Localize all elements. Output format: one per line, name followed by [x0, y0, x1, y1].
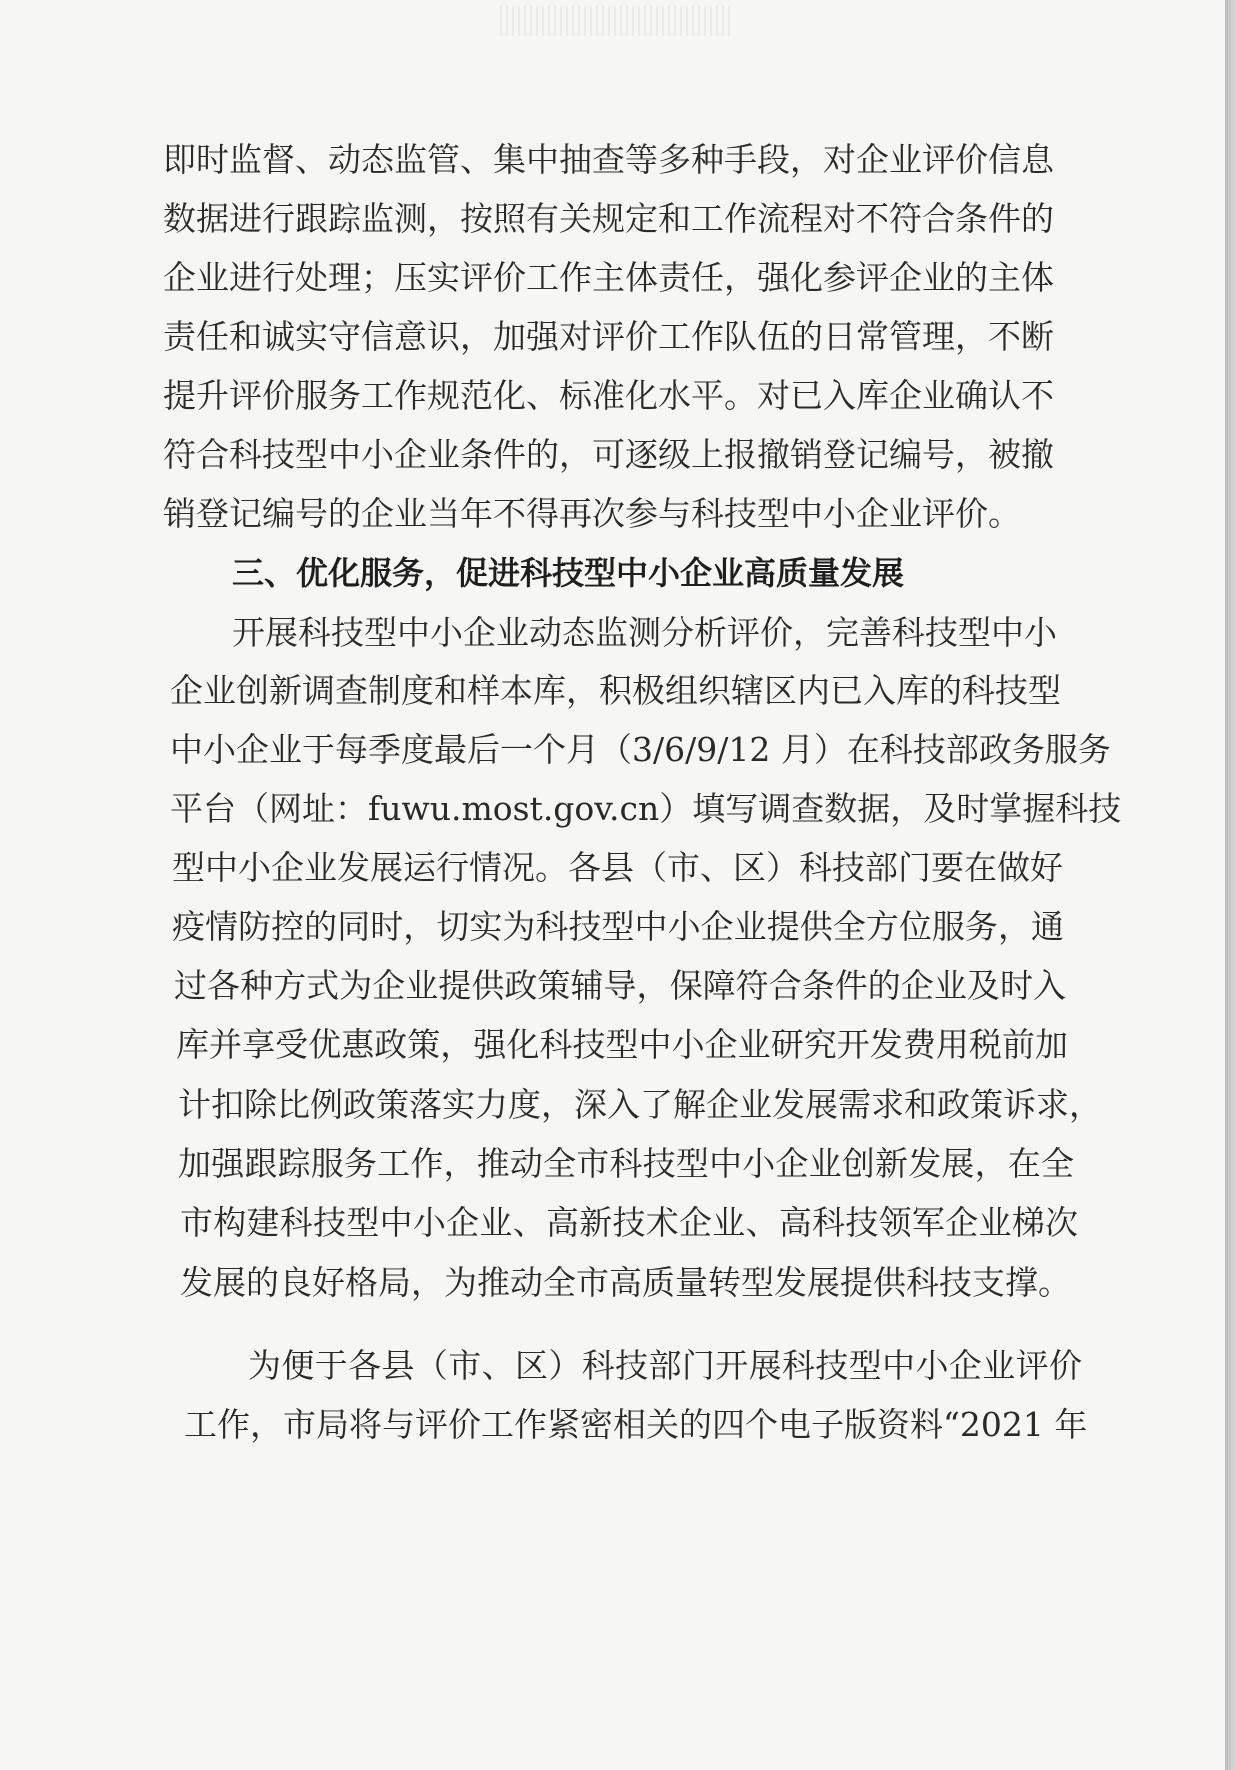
- paragraph-1-line-1: 即时监督、动态监管、集中抽查等多种手段，对企业评价信息: [163, 140, 1054, 179]
- scan-page-edge: [1225, 0, 1236, 1770]
- paragraph-1-line-2: 数据进行跟踪监测，按照有关规定和工作流程对不符合条件的: [163, 199, 1054, 238]
- paragraph-2-line-10: 加强跟踪服务工作，推动全市科技型中小企业创新发展，在全: [178, 1144, 1074, 1183]
- paragraph-1-line-6: 符合科技型中小企业条件的，可逐级上报撤销登记编号，被撤: [163, 435, 1054, 474]
- paragraph-2-line-8: 库并享受优惠政策，强化科技型中小企业研究开发费用税前加: [176, 1025, 1068, 1064]
- paragraph-2-line-12: 发展的良好格局，为推动全市高质量转型发展提供科技支撑。: [180, 1263, 1071, 1302]
- paragraph-2-line-2: 企业创新调查制度和样本库，积极组织辖区内已入库的科技型: [170, 671, 1061, 710]
- paragraph-1-line-4: 责任和诚实守信意识，加强对评价工作队伍的日常管理，不断: [163, 317, 1054, 356]
- section-heading: 三、优化服务，促进科技型中小企业高质量发展: [232, 554, 905, 592]
- paragraph-1-line-3: 企业进行处理；压实评价工作主体责任，强化参评企业的主体: [163, 258, 1054, 297]
- paragraph-3-line-2: 工作，市局将与评价工作紧密相关的四个电子版资料“2021 年: [184, 1405, 1088, 1444]
- paragraph-2-line-1: 开展科技型中小企业动态监测分析评价，完善科技型中小: [232, 613, 1057, 652]
- paragraph-2-line-11: 市构建科技型中小企业、高新技术企业、高科技领军企业梯次: [180, 1203, 1078, 1242]
- paragraph-2-line-3: 中小企业于每季度最后一个月（3/6/9/12 月）在科技部政务服务: [170, 730, 1111, 769]
- paragraph-2-line-6: 疫情防控的同时，切实为科技型中小企业提供全方位服务，通: [172, 907, 1064, 946]
- paragraph-1-line-5: 提升评价服务工作规范化、标准化水平。对已入库企业确认不: [163, 376, 1054, 415]
- paragraph-2-line-7: 过各种方式为企业提供政策辅导，保障符合条件的企业及时入: [174, 966, 1066, 1005]
- paragraph-2-line-5: 型中小企业发展运行情况。各县（市、区）科技部门要在做好: [172, 848, 1063, 887]
- paragraph-1-line-7: 销登记编号的企业当年不得再次参与科技型中小企业评价。: [163, 494, 1021, 533]
- scan-artifact: [500, 6, 730, 36]
- paragraph-2-line-4: 平台（网址：fuwu.most.gov.cn）填写调查数据，及时掌握科技: [170, 789, 1122, 828]
- paragraph-3-line-1: 为便于各县（市、区）科技部门开展科技型中小企业评价: [248, 1346, 1082, 1385]
- paragraph-2-line-9: 计扣除比例政策落实力度，深入了解企业发展需求和政策诉求，: [178, 1085, 1102, 1124]
